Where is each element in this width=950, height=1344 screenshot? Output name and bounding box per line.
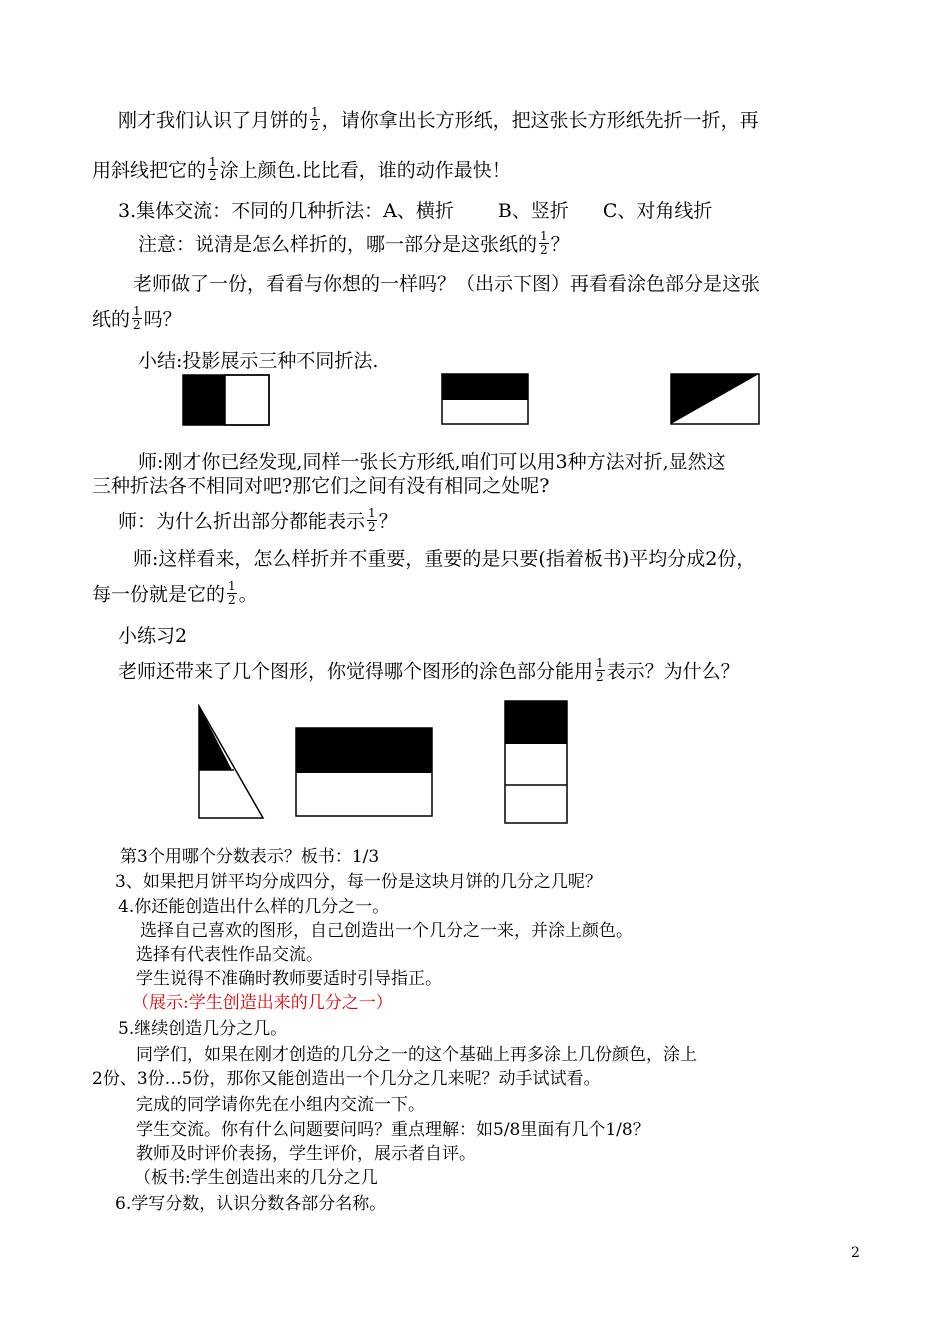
teacher-line-6 — [92, 579, 258, 609]
text: 师:刚才你已经发现,同样一张长方形纸,咱们可以用3种方法对折,显然这 — [138, 451, 726, 473]
line-choose-shape — [140, 920, 633, 942]
text: 选择自己喜欢的图形，自己创造出一个几分之一来，并涂上颜色。 — [140, 921, 633, 941]
text: 。 — [238, 583, 258, 606]
exercise-question — [118, 656, 740, 686]
line-students-2 — [92, 1068, 600, 1090]
text: 表示？为什么？ — [606, 660, 740, 683]
note-line — [138, 229, 570, 259]
teacher-line-5 — [133, 547, 755, 571]
line-third-fraction — [120, 846, 379, 868]
text: ？ — [550, 233, 570, 256]
section-3-heading — [118, 199, 712, 223]
para-1-line-2 — [92, 155, 511, 185]
teacher-line-4 — [92, 474, 549, 498]
fraction-one-half: $\frac{1}{2}$ — [228, 579, 236, 607]
text: 师：为什么折出部分都能表示 — [118, 510, 366, 533]
line-select-works — [136, 944, 323, 966]
text: 纸的 — [92, 308, 131, 331]
line-section-5 — [118, 1018, 287, 1040]
fraction-one-half: $\frac{1}{2}$ — [209, 155, 217, 183]
teacher-question — [118, 506, 398, 536]
text: 师:这样看来，怎么样折并不重要，重要的是只要(指着板书)平均分成2份， — [133, 548, 756, 570]
line-board — [134, 1167, 378, 1189]
para-1-line-1 — [118, 105, 759, 135]
text: 小结:投影展示三种不同折法. — [138, 350, 379, 372]
exercise-figure-thirds — [504, 700, 570, 826]
line-exchange — [136, 1119, 650, 1141]
fraction-one-half: $\frac{1}{2}$ — [133, 304, 141, 332]
summary-line — [138, 349, 378, 373]
text: 用斜线把它的 — [92, 159, 207, 182]
line-guidance — [136, 968, 442, 990]
text: 5.继续创造几分之几。 — [118, 1019, 288, 1039]
line-section-4 — [118, 896, 389, 918]
page-number: 2 — [851, 1245, 860, 1261]
text: 涂上颜色.比比看，谁的动作最快！ — [219, 159, 511, 182]
text: 4.你还能创造出什么样的几分之一。 — [118, 897, 390, 917]
line-group-share — [136, 1094, 425, 1116]
fraction-one-half: $\frac{1}{2}$ — [368, 506, 376, 534]
text: （展示:学生创造出来的几分之一） — [132, 993, 393, 1013]
fraction-one-half: $\frac{1}{2}$ — [540, 229, 548, 257]
text: 老师还带来了几个图形，你觉得哪个图形的涂色部分能用 — [118, 660, 594, 683]
fraction-one-half: $\frac{1}{2}$ — [596, 656, 604, 684]
text: ，请你拿出长方形纸，把这张长方形纸先折一折，再 — [321, 109, 759, 132]
teacher-line-3 — [138, 450, 726, 474]
teacher-line-2 — [92, 304, 182, 334]
exercise-heading — [118, 624, 187, 648]
text: 3.集体交流：不同的几种折法：A、横折 — [118, 200, 454, 222]
text: 小练习2 — [118, 625, 188, 647]
line-section-6 — [115, 1193, 386, 1215]
text: 吗？ — [143, 308, 182, 331]
line-section-3 — [115, 871, 602, 893]
text: 完成的同学请你先在小组内交流一下。 — [136, 1095, 425, 1115]
text: 第3个用哪个分数表示？板书：1/3 — [120, 847, 380, 867]
text: 2份、3份…5份，那你又能创造出一个几分之几来呢？动手试试看。 — [92, 1069, 601, 1089]
text: 6.学写分数，认识分数各部分名称。 — [115, 1194, 387, 1214]
text: 学生交流。你有什么问题要问吗？重点理解：如5/8里面有几个1/8？ — [136, 1120, 650, 1140]
text: 三种折法各不相同对吧?那它们之间有没有相同之处呢? — [92, 475, 550, 497]
text: 学生说得不准确时教师要适时引导指正。 — [136, 969, 442, 989]
text: B、竖折 — [497, 200, 569, 222]
text: 选择有代表性作品交流。 — [136, 945, 323, 965]
text: ？ — [378, 510, 398, 533]
line-evaluation — [136, 1143, 476, 1165]
text: C、对角线折 — [602, 200, 713, 222]
fraction-one-half: $\frac{1}{2}$ — [311, 105, 319, 133]
exercise-figure-triangle — [196, 704, 268, 822]
text: 刚才我们认识了月饼的 — [118, 109, 309, 132]
teacher-line-1 — [133, 272, 760, 296]
exercise-figure-rectangle — [295, 727, 435, 819]
text: 注意：说清是怎么样折的，哪一部分是这张纸的 — [138, 233, 538, 256]
text: （板书:学生创造出来的几分之几 — [134, 1168, 378, 1188]
text: 老师做了一份，看看与你想的一样吗？（出示下图）再看看涂色部分是这张 — [133, 273, 761, 295]
text: 每一份就是它的 — [92, 583, 226, 606]
text: 3、如果把月饼平均分成四分，每一份是这块月饼的几分之几呢？ — [115, 872, 602, 892]
text: 教师及时评价表扬，学生评价，展示者自评。 — [136, 1144, 476, 1164]
fold-figure-vertical — [182, 374, 272, 428]
fold-figure-horizontal — [441, 373, 531, 427]
line-students-1 — [136, 1044, 697, 1066]
fold-figure-diagonal — [670, 373, 762, 427]
text: 同学们，如果在刚才创造的几分之一的这个基础上再多涂上几份颜色，涂上 — [136, 1045, 697, 1065]
line-display-red — [132, 992, 393, 1014]
